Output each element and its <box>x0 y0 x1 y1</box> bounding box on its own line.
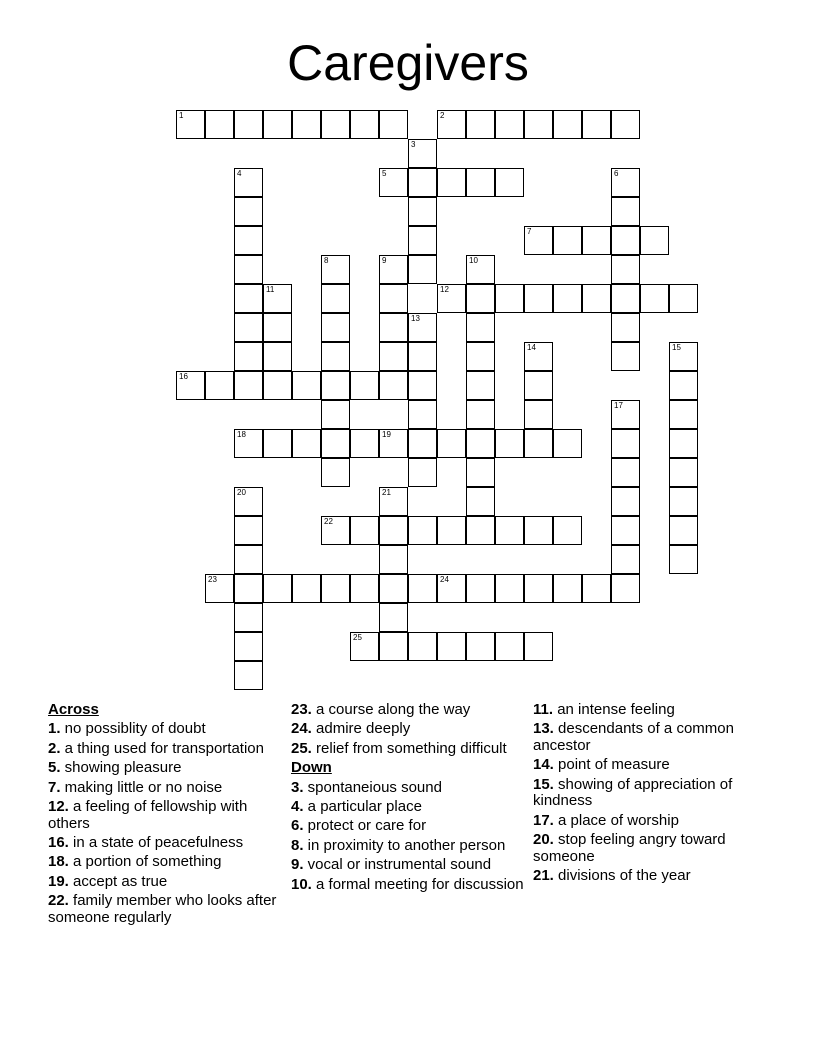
clue-number: 13 <box>411 314 420 323</box>
clue-down-10: 10. a formal meeting for discussion <box>291 875 524 893</box>
grid-cell[interactable] <box>611 313 640 342</box>
grid-cell[interactable] <box>669 284 698 313</box>
clue-across-2: 2. a thing used for transportation <box>48 739 264 757</box>
grid-cell[interactable] <box>437 429 466 458</box>
clue-number: 2 <box>440 111 445 120</box>
clue-number: 18 <box>237 430 246 439</box>
grid-cell[interactable] <box>553 516 582 545</box>
grid-cell[interactable] <box>611 516 640 545</box>
grid-cell[interactable] <box>408 139 437 168</box>
grid-cell[interactable] <box>466 313 495 342</box>
grid-cell[interactable] <box>524 429 553 458</box>
grid-cell[interactable] <box>611 342 640 371</box>
clue-number: 6 <box>614 169 619 178</box>
grid-cell[interactable] <box>234 284 263 313</box>
grid-cell[interactable] <box>350 110 379 139</box>
grid-cell[interactable] <box>234 371 263 400</box>
grid-cell[interactable] <box>466 284 495 313</box>
grid-cell[interactable] <box>466 400 495 429</box>
grid-cell[interactable] <box>176 110 205 139</box>
grid-cell[interactable] <box>611 197 640 226</box>
grid-cell[interactable] <box>524 516 553 545</box>
clue-across-1: 1. no possiblity of doubt <box>48 720 206 738</box>
grid-cell[interactable] <box>669 371 698 400</box>
grid-cell[interactable] <box>379 342 408 371</box>
clue-down-14: 14. point of measure <box>533 756 670 774</box>
grid-cell[interactable] <box>495 284 524 313</box>
grid-cell[interactable] <box>234 603 263 632</box>
clue-number: 9 <box>382 256 387 265</box>
grid-cell[interactable] <box>263 429 292 458</box>
grid-cell[interactable] <box>669 516 698 545</box>
grid-cell[interactable] <box>408 429 437 458</box>
grid-cell[interactable] <box>669 487 698 516</box>
clue-number: 15 <box>672 343 681 352</box>
grid-cell[interactable] <box>350 574 379 603</box>
grid-cell[interactable] <box>524 400 553 429</box>
clue-number: 10 <box>469 256 478 265</box>
grid-cell[interactable] <box>379 574 408 603</box>
grid-cell[interactable] <box>350 632 379 661</box>
grid-cell[interactable] <box>379 313 408 342</box>
clue-across-5: 5. showing pleasure <box>48 759 182 777</box>
grid-cell[interactable] <box>553 284 582 313</box>
clue-number: 14 <box>527 343 536 352</box>
grid-cell[interactable] <box>640 284 669 313</box>
grid-cell[interactable] <box>379 545 408 574</box>
grid-cell[interactable] <box>466 255 495 284</box>
grid-cell[interactable] <box>408 632 437 661</box>
grid-cell[interactable] <box>611 487 640 516</box>
grid-cell[interactable] <box>495 632 524 661</box>
clue-number: 21 <box>382 488 391 497</box>
grid-cell[interactable] <box>292 371 321 400</box>
grid-cell[interactable] <box>408 342 437 371</box>
grid-cell[interactable] <box>553 110 582 139</box>
grid-cell[interactable] <box>553 574 582 603</box>
clue-number: 1 <box>179 111 184 120</box>
grid-cell[interactable] <box>611 110 640 139</box>
grid-cell[interactable] <box>611 574 640 603</box>
grid-cell[interactable] <box>611 255 640 284</box>
grid-cell[interactable] <box>321 342 350 371</box>
clue-number: 20 <box>237 488 246 497</box>
grid-cell[interactable] <box>524 284 553 313</box>
grid-cell[interactable] <box>234 313 263 342</box>
grid-cell[interactable] <box>437 632 466 661</box>
clue-number: 17 <box>614 401 623 410</box>
grid-cell[interactable] <box>234 545 263 574</box>
grid-cell[interactable] <box>263 313 292 342</box>
grid-cell[interactable] <box>466 110 495 139</box>
grid-cell[interactable] <box>234 342 263 371</box>
grid-cell[interactable] <box>495 429 524 458</box>
clue-number: 4 <box>237 169 242 178</box>
grid-cell[interactable] <box>466 371 495 400</box>
grid-cell[interactable] <box>321 255 350 284</box>
clue-down-15: 15. showing of appreciation of kindness <box>533 775 733 810</box>
grid-cell[interactable] <box>437 284 466 313</box>
grid-cell[interactable] <box>408 226 437 255</box>
grid-cell[interactable] <box>466 632 495 661</box>
clue-across-18: 18. a portion of something <box>48 853 222 871</box>
grid-cell[interactable] <box>553 429 582 458</box>
grid-cell[interactable] <box>611 168 640 197</box>
clue-across-19: 19. accept as true <box>48 872 168 890</box>
clue-down-3: 3. spontaneious sound <box>291 778 442 796</box>
clue-across-25: 25. relief from something difficult <box>291 739 507 757</box>
grid-cell[interactable] <box>495 574 524 603</box>
grid-cell[interactable] <box>466 487 495 516</box>
grid-cell[interactable] <box>640 226 669 255</box>
clue-number: 8 <box>324 256 329 265</box>
clue-down-11: 11. an intense feeling <box>533 701 675 718</box>
grid-cell[interactable] <box>495 516 524 545</box>
grid-cell[interactable] <box>234 110 263 139</box>
grid-cell[interactable] <box>611 400 640 429</box>
grid-cell[interactable] <box>379 603 408 632</box>
clue-down-21: 21. divisions of the year <box>533 867 691 885</box>
clue-number: 16 <box>179 372 188 381</box>
clue-number: 12 <box>440 285 449 294</box>
grid-cell[interactable] <box>292 574 321 603</box>
grid-cell[interactable] <box>350 516 379 545</box>
grid-cell[interactable] <box>582 226 611 255</box>
grid-cell[interactable] <box>524 574 553 603</box>
clue-number: 7 <box>527 227 532 236</box>
grid-cell[interactable] <box>292 429 321 458</box>
grid-cell[interactable] <box>176 371 205 400</box>
grid-cell[interactable] <box>263 342 292 371</box>
grid-cell[interactable] <box>263 284 292 313</box>
grid-cell[interactable] <box>611 458 640 487</box>
clue-number: 23 <box>208 575 217 584</box>
grid-cell[interactable] <box>234 255 263 284</box>
clue-number: 11 <box>266 285 275 294</box>
grid-cell[interactable] <box>524 110 553 139</box>
grid-cell[interactable] <box>524 226 553 255</box>
grid-cell[interactable] <box>263 371 292 400</box>
grid-cell[interactable] <box>379 632 408 661</box>
grid-cell[interactable] <box>582 110 611 139</box>
grid-cell[interactable] <box>611 429 640 458</box>
grid-cell[interactable] <box>205 110 234 139</box>
grid-cell[interactable] <box>321 313 350 342</box>
clue-number: 3 <box>411 140 416 149</box>
grid-cell[interactable] <box>234 661 263 690</box>
clue-down-13: 13. descendants of a common ancestor <box>533 720 734 754</box>
page-title: Caregivers <box>287 35 529 91</box>
clue-down-9: 9. vocal or instrumental sound <box>291 856 492 874</box>
grid-cell[interactable] <box>234 574 263 603</box>
grid-cell[interactable] <box>408 400 437 429</box>
grid-cell[interactable] <box>321 400 350 429</box>
grid-cell[interactable] <box>408 458 437 487</box>
grid-cell[interactable] <box>292 110 321 139</box>
down-heading: Down <box>291 759 332 777</box>
clue-down-17: 17. a place of worship <box>533 811 679 829</box>
clue-down-20: 20. stop feeling angry toward someone <box>533 831 726 865</box>
grid-cell[interactable] <box>669 458 698 487</box>
grid-cell[interactable] <box>234 197 263 226</box>
grid-cell[interactable] <box>379 110 408 139</box>
grid-cell[interactable] <box>524 342 553 371</box>
grid-cell[interactable] <box>611 226 640 255</box>
grid-cell[interactable] <box>350 371 379 400</box>
clue-across-16: 16. in a state of peacefulness <box>48 833 244 851</box>
grid-cell[interactable] <box>205 371 234 400</box>
grid-cell[interactable] <box>321 458 350 487</box>
clues-column-2 <box>291 702 527 896</box>
grid-cell[interactable] <box>437 110 466 139</box>
grid-cell[interactable] <box>669 400 698 429</box>
clue-across-7: 7. making little or no noise <box>48 778 223 796</box>
clue-across-23: 23. a course along the way <box>291 701 471 718</box>
grid-cell[interactable] <box>408 197 437 226</box>
grid-cell[interactable] <box>321 429 350 458</box>
clue-number: 24 <box>440 575 449 584</box>
grid-cell[interactable] <box>379 255 408 284</box>
grid-cell[interactable] <box>524 371 553 400</box>
grid-cell[interactable] <box>669 342 698 371</box>
grid-cell[interactable] <box>669 429 698 458</box>
grid-cell[interactable] <box>350 429 379 458</box>
grid-cell[interactable] <box>379 487 408 516</box>
clues-column-3 <box>533 702 769 888</box>
grid-cell[interactable] <box>466 574 495 603</box>
grid-cell[interactable] <box>321 574 350 603</box>
grid-cell[interactable] <box>466 168 495 197</box>
grid-cell[interactable] <box>379 168 408 197</box>
grid-cell[interactable] <box>466 458 495 487</box>
grid-cell[interactable] <box>466 342 495 371</box>
clue-across-12: 12. a feeling of fellowship with others <box>48 797 248 832</box>
grid-cell[interactable] <box>437 168 466 197</box>
grid-cell[interactable] <box>408 371 437 400</box>
grid-cell[interactable] <box>234 632 263 661</box>
grid-cell[interactable] <box>408 168 437 197</box>
grid-cell[interactable] <box>524 632 553 661</box>
grid-cell[interactable] <box>408 516 437 545</box>
grid-cell[interactable] <box>379 516 408 545</box>
clue-number: 19 <box>382 430 391 439</box>
grid-cell[interactable] <box>553 226 582 255</box>
clue-down-8: 8. in proximity to another person <box>291 836 506 854</box>
grid-cell[interactable] <box>466 516 495 545</box>
grid-cell[interactable] <box>234 226 263 255</box>
grid-cell[interactable] <box>408 313 437 342</box>
grid-cell[interactable] <box>611 545 640 574</box>
clue-across-22: 22. family member who looks after someone regularly <box>48 892 277 926</box>
grid-cell[interactable] <box>582 284 611 313</box>
grid-cell[interactable] <box>234 168 263 197</box>
across-heading: Across <box>48 701 99 718</box>
clue-number: 22 <box>324 517 333 526</box>
grid-cell[interactable] <box>321 284 350 313</box>
grid-cell[interactable] <box>321 371 350 400</box>
grid-cell[interactable] <box>321 516 350 545</box>
clue-number: 5 <box>382 169 387 178</box>
grid-cell[interactable] <box>408 574 437 603</box>
grid-cell[interactable] <box>611 284 640 313</box>
grid-cell[interactable] <box>263 574 292 603</box>
clue-down-4: 4. a particular place <box>291 797 422 815</box>
grid-cell[interactable] <box>205 574 234 603</box>
grid-cell[interactable] <box>379 371 408 400</box>
grid-cell[interactable] <box>495 168 524 197</box>
grid-cell[interactable] <box>321 110 350 139</box>
grid-cell[interactable] <box>495 110 524 139</box>
grid-cell[interactable] <box>582 574 611 603</box>
grid-cell[interactable] <box>466 429 495 458</box>
grid-cell[interactable] <box>379 429 408 458</box>
grid-cell[interactable] <box>379 284 408 313</box>
grid-cell[interactable] <box>234 516 263 545</box>
clues-column-1 <box>48 702 284 929</box>
grid-cell[interactable] <box>437 574 466 603</box>
clue-across-24: 24. admire deeply <box>291 720 411 738</box>
grid-cell[interactable] <box>234 487 263 516</box>
grid-cell[interactable] <box>669 545 698 574</box>
grid-cell[interactable] <box>263 110 292 139</box>
grid-cell[interactable] <box>408 255 437 284</box>
grid-cell[interactable] <box>234 429 263 458</box>
grid-cell[interactable] <box>437 516 466 545</box>
clue-down-6: 6. protect or care for <box>291 817 427 835</box>
clue-number: 25 <box>353 633 362 642</box>
